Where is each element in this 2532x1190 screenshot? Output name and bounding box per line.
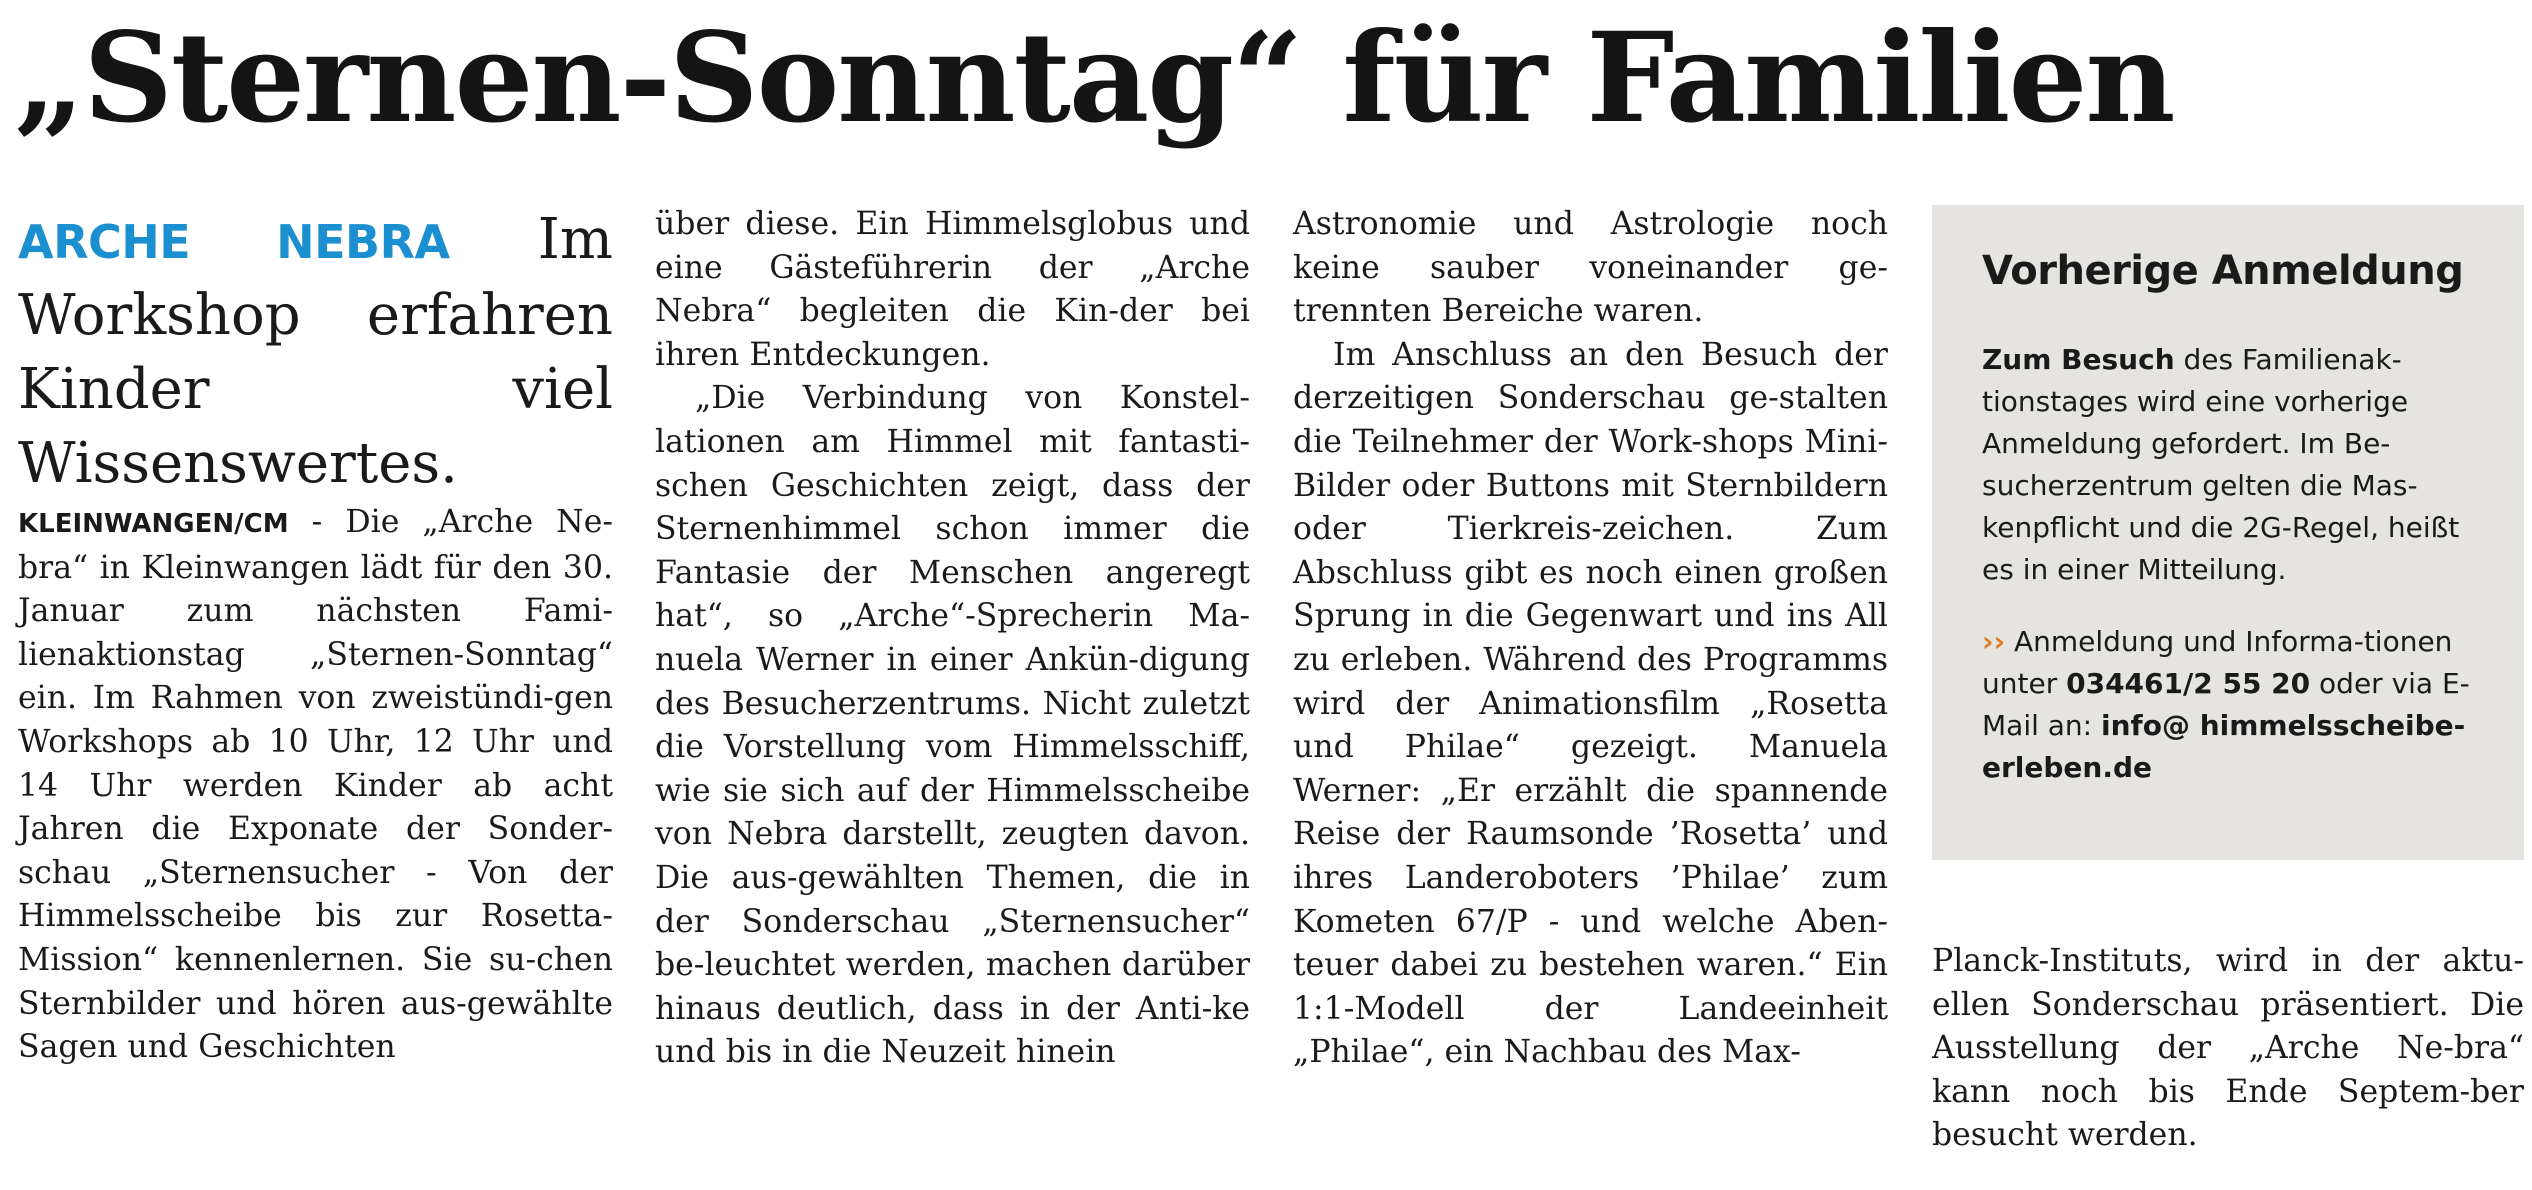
info-box-contact	[1982, 621, 2474, 789]
article-column-2	[655, 203, 1250, 1075]
email-address: info@ himmelsscheibe-erleben.de	[1982, 709, 2466, 784]
contact-text: Anmeldung und Informa-tionen unter	[1982, 625, 2453, 700]
paragraph-text: - Die „Arche Ne-bra“ in Kleinwangen lädt für den 30. Januar zum nächsten Fami-lienaktionstag „Sternen-Sonntag“ ein. Im Rahmen von zweistündi-gen Workshops ab 10 Uhr, 12 Uhr und 14 Uhr werden Kinder ab acht Jahren die Exponate der Sonder-schau „Sternensucher - Von der Himmelsscheibe bis zur Rosetta-Mission“ kennenlernen. Sie su-chen Sternbilder und hören aus-gewählte Sagen und Geschichten	[18, 504, 613, 1066]
paragraph: „Die Verbindung von Konstel-lationen am Himmel mit fantasti-schen Geschichten zeigt, dass der Sternenhimmel schon immer die Fantasie der Menschen angeregt hat“, so „Arche“-Sprecherin Ma-nuela Werner in einer Ankün-digung des Besucherzentrums. Nicht zuletzt die Vorstellung vom Himmelsschiff, wie sie sich auf der Himmelsscheibe von Nebra darstellt, zeugten davon. Die aus-gewählten Themen, die in der Sonderschau „Sternensucher“ be-leuchtet werden, machen darüber hinaus deutlich, dass in der Anti-ke und bis in die Neuzeit hinein	[655, 380, 1250, 1071]
paragraph: Astronomie und Astrologie noch keine sauber voneinander ge-trennten Bereiche waren.	[1293, 206, 1888, 330]
email-prefix: oder via E-Mail an:	[1982, 667, 2470, 742]
intro-block	[18, 203, 613, 501]
double-chevron-icon: ››	[1982, 625, 2006, 658]
info-box-text	[1982, 339, 2474, 591]
article-column-1	[18, 203, 613, 1070]
info-box-bold-lead: Zum Besuch	[1982, 343, 2175, 376]
paragraph: Im Anschluss an den Besuch der derzeitigen Sonderschau ge-stalten die Teilnehmer der Work-shops Mini-Bilder oder Buttons mit Sternbildern oder Tierkreis-zeichen. Zum Abschluss gibt es noch einen großen Sprung in die Gegenwart und ins All zu erleben. Während des Programms wird der Animationsfilm „Rosetta und Philae“ gezeigt. Manuela Werner: „Er erzählt die spannende Reise der Raumsonde ’Rosetta’ und ihres Landeroboters ’Philae’ zum Kometen 67/P - und welche Aben-teuer dabei zu bestehen waren.“ Ein 1:1-Modell der Landeeinheit „Philae“, ein Nachbau des Max-	[1293, 336, 1888, 1071]
paragraph	[18, 501, 613, 1070]
paragraph: über diese. Ein Himmelsglobus und eine Gästeführerin der „Arche Nebra“ begleiten die Kin-der bei ihren Entdeckungen.	[655, 206, 1250, 373]
headline: „Sternen-Sonntag“ für Familien	[14, 6, 2174, 151]
info-box	[1932, 205, 2524, 860]
phone-number: 034461/2 55 20	[2066, 667, 2311, 700]
article-column-3	[1293, 203, 1888, 1075]
dateline: KLEINWANGEN/CM	[18, 509, 289, 539]
kicker: ARCHE NEBRA	[18, 215, 450, 269]
info-box-title: Vorherige Anmeldung	[1982, 248, 2464, 294]
info-box-body: des Familienak-tionstages wird eine vorherige Anmeldung gefordert. Im Be-sucherzentrum gelten die Mas-kenpflicht und die 2G-Regel, heißt es in einer Mitteilung.	[1982, 343, 2460, 586]
article-column-4	[1932, 940, 2524, 1158]
intro-text: Im Workshop erfahren Kinder viel Wissenswertes.	[18, 207, 613, 496]
paragraph: Planck-Instituts, wird in der aktu-ellen Sonderschau präsentiert. Die Ausstellung der „Arche Ne-bra“ kann noch bis Ende Septem-ber besucht werden.	[1932, 943, 2524, 1154]
